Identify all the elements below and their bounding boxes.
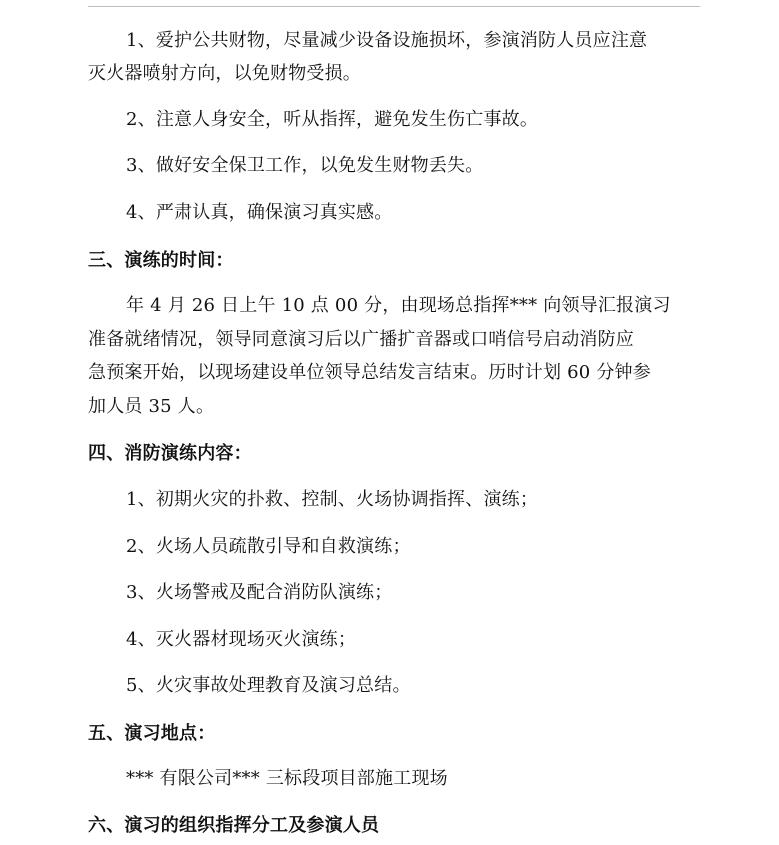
list-item: 4、灭火器材现场灭火演练； bbox=[126, 629, 357, 650]
section-heading-content: 四、消防演练内容： bbox=[88, 443, 252, 464]
list-item: 3、火场警戒及配合消防队演练； bbox=[126, 582, 393, 603]
paragraph-line: 准备就绪情况，领导同意演习后以广播扩音器或口哨信号启动消防应 bbox=[88, 329, 634, 350]
paragraph-line: 加人员 35 人。 bbox=[88, 396, 215, 417]
section-heading-time: 三、演练的时间： bbox=[88, 250, 234, 271]
list-item: 2、火场人员疏散引导和自救演练； bbox=[126, 536, 411, 557]
list-item: 2、注意人身安全，听从指挥，避免发生伤亡事故。 bbox=[126, 109, 539, 130]
list-item: 3、做好安全保卫工作，以免发生财物丢失。 bbox=[126, 155, 484, 176]
list-item: 1、初期火灾的扑救、控制、火场协调指挥、演练； bbox=[126, 489, 539, 510]
paragraph-line: 急预案开始，以现场建设单位领导总结发言结束。历时计划 60 分钟参 bbox=[88, 362, 651, 383]
list-item: 5、火灾事故处理教育及演习总结。 bbox=[126, 675, 411, 696]
paragraph-line: 年 4 月 26 日上午 10 点 00 分，由现场总指挥*** 向领导汇报演习 bbox=[126, 295, 671, 316]
section-heading-organization: 六、演习的组织指挥分工及参演人员 bbox=[88, 815, 380, 836]
location-text: *** 有限公司*** 三标段项目部施工现场 bbox=[126, 768, 448, 789]
section-heading-location: 五、演习地点： bbox=[88, 723, 216, 744]
list-item-continuation: 灭火器喷射方向，以免财物受损。 bbox=[88, 63, 361, 84]
list-item: 1、爱护公共财物，尽量减少设备设施损坏，参演消防人员应注意 bbox=[126, 30, 648, 51]
top-divider bbox=[88, 6, 700, 7]
list-item: 4、严肃认真，确保演习真实感。 bbox=[126, 202, 393, 223]
